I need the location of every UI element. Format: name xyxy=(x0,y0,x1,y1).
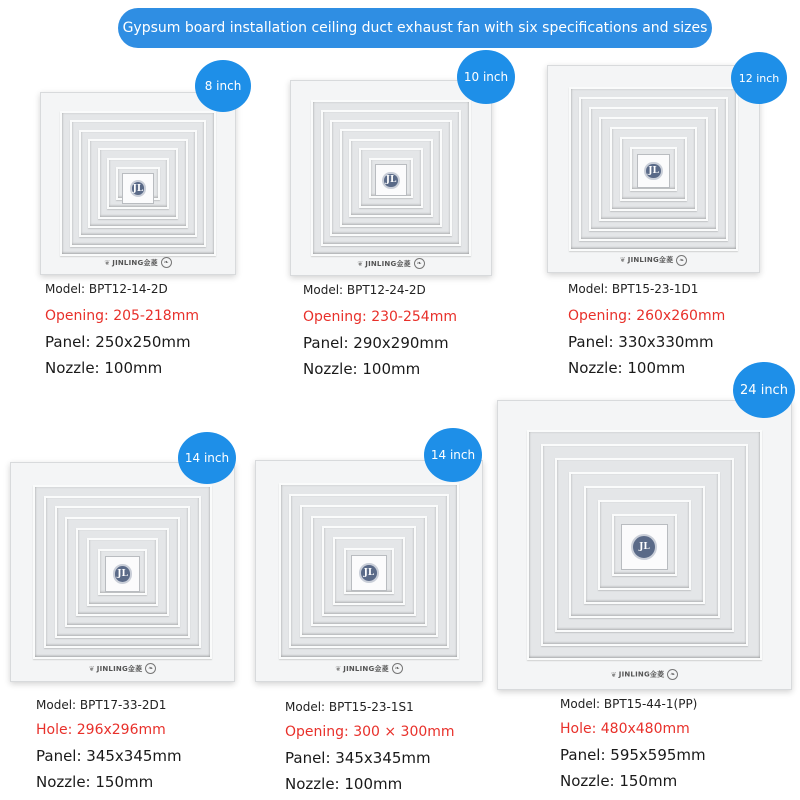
spec-block xyxy=(285,700,455,799)
fan-grille xyxy=(569,87,738,252)
model-label: Model: BPT17-33-2D1 xyxy=(36,698,167,712)
nozzle-label: Nozzle: 150mm xyxy=(560,772,678,790)
model-label: Model: BPT12-14-2D xyxy=(45,282,168,296)
exhaust-fan-image xyxy=(497,400,792,690)
fan-hub xyxy=(105,556,141,592)
fan-grille xyxy=(33,485,211,659)
brand-suffix: 金菱 xyxy=(143,258,158,267)
size-badge: 14 inch xyxy=(178,432,236,484)
brand-logo-icon: JL xyxy=(359,563,379,583)
spec-block xyxy=(36,698,182,797)
spec-block xyxy=(568,282,725,383)
spec-block xyxy=(560,697,706,796)
exhaust-fan-image xyxy=(10,462,235,682)
model-label: Model: BPT12-24-2D xyxy=(303,283,426,297)
seal-icon: ❧ xyxy=(145,663,156,674)
brand-name: JINLING xyxy=(96,664,128,673)
fan-hub xyxy=(122,173,153,204)
panel-label: Panel: 345x345mm xyxy=(285,749,431,767)
exhaust-fan-image xyxy=(255,460,483,682)
fan-grille xyxy=(279,483,460,659)
panel-label: Panel: 595x595mm xyxy=(560,746,706,764)
opening-label: Hole: 480x480mm xyxy=(560,721,690,737)
seal-icon: ❧ xyxy=(676,255,687,266)
brand-label xyxy=(498,669,791,680)
wings-icon: ❦ xyxy=(357,259,364,268)
brand-label xyxy=(41,257,235,268)
opening-label: Opening: 230-254mm xyxy=(303,309,457,325)
panel-label: Panel: 345x345mm xyxy=(36,747,182,765)
model-label: Model: BPT15-44-1(PP) xyxy=(560,697,698,711)
brand-suffix: 金菱 xyxy=(396,259,411,268)
seal-icon: ❧ xyxy=(667,669,678,680)
spec-block xyxy=(303,283,457,384)
spec-block xyxy=(45,282,199,383)
size-badge: 8 inch xyxy=(195,60,251,112)
brand-logo-icon: JL xyxy=(382,172,399,189)
brand-suffix: 金菱 xyxy=(658,256,674,265)
wings-icon: ❦ xyxy=(104,258,111,267)
wings-icon: ❦ xyxy=(619,256,626,265)
title-banner: Gypsum board installation ceiling duct exhaust fan with six specifications and sizes xyxy=(118,8,712,48)
opening-label: Hole: 296x296mm xyxy=(36,722,166,738)
model-label: Model: BPT15-23-1S1 xyxy=(285,700,414,714)
brand-suffix: 金菱 xyxy=(649,670,665,679)
opening-label: Opening: 260x260mm xyxy=(568,308,726,324)
size-badge: 14 inch xyxy=(424,428,482,482)
nozzle-label: Nozzle: 100mm xyxy=(285,775,403,793)
wings-icon: ❦ xyxy=(335,664,342,673)
nozzle-label: Nozzle: 100mm xyxy=(45,359,163,377)
wings-icon: ❦ xyxy=(88,664,95,673)
brand-name: JINLING xyxy=(365,259,397,268)
brand-label xyxy=(548,255,759,266)
brand-name: JINLING xyxy=(343,664,375,673)
fan-hub xyxy=(637,154,671,188)
seal-icon: ❧ xyxy=(414,258,425,269)
brand-label xyxy=(11,663,234,674)
fan-grille xyxy=(311,100,471,255)
panel-label: Panel: 330x330mm xyxy=(568,333,714,351)
brand-label xyxy=(291,258,491,269)
fan-hub xyxy=(351,555,387,591)
brand-logo-icon: JL xyxy=(644,162,662,180)
brand-logo-icon: JL xyxy=(113,564,133,584)
size-badge: 24 inch xyxy=(733,362,795,418)
size-badge: 10 inch xyxy=(457,50,515,104)
nozzle-label: Nozzle: 100mm xyxy=(303,360,421,378)
brand-label xyxy=(256,663,482,674)
seal-icon: ❧ xyxy=(392,663,403,674)
fan-grille xyxy=(60,111,215,256)
brand-suffix: 金菱 xyxy=(127,664,143,673)
nozzle-label: Nozzle: 150mm xyxy=(36,773,154,791)
fan-grille xyxy=(527,430,761,660)
fan-hub xyxy=(621,524,668,571)
panel-label: Panel: 290x290mm xyxy=(303,334,449,352)
panel-label: Panel: 250x250mm xyxy=(45,333,191,351)
brand-name: JINLING xyxy=(618,670,650,679)
fan-hub xyxy=(375,164,407,196)
brand-suffix: 金菱 xyxy=(374,664,389,673)
brand-logo-icon: JL xyxy=(130,180,147,197)
exhaust-fan-image xyxy=(40,92,236,275)
seal-icon: ❧ xyxy=(161,257,172,268)
opening-label: Opening: 205-218mm xyxy=(45,308,199,324)
opening-label: Opening: 300 × 300mm xyxy=(285,724,455,740)
nozzle-label: Nozzle: 100mm xyxy=(568,359,686,377)
brand-name: JINLING xyxy=(627,256,659,265)
brand-name: JINLING xyxy=(112,258,144,267)
size-badge: 12 inch xyxy=(731,52,787,104)
brand-logo-icon: JL xyxy=(631,534,657,560)
exhaust-fan-image xyxy=(290,80,492,276)
exhaust-fan-image xyxy=(547,65,760,273)
model-label: Model: BPT15-23-1D1 xyxy=(568,282,699,296)
wings-icon: ❦ xyxy=(610,670,617,679)
